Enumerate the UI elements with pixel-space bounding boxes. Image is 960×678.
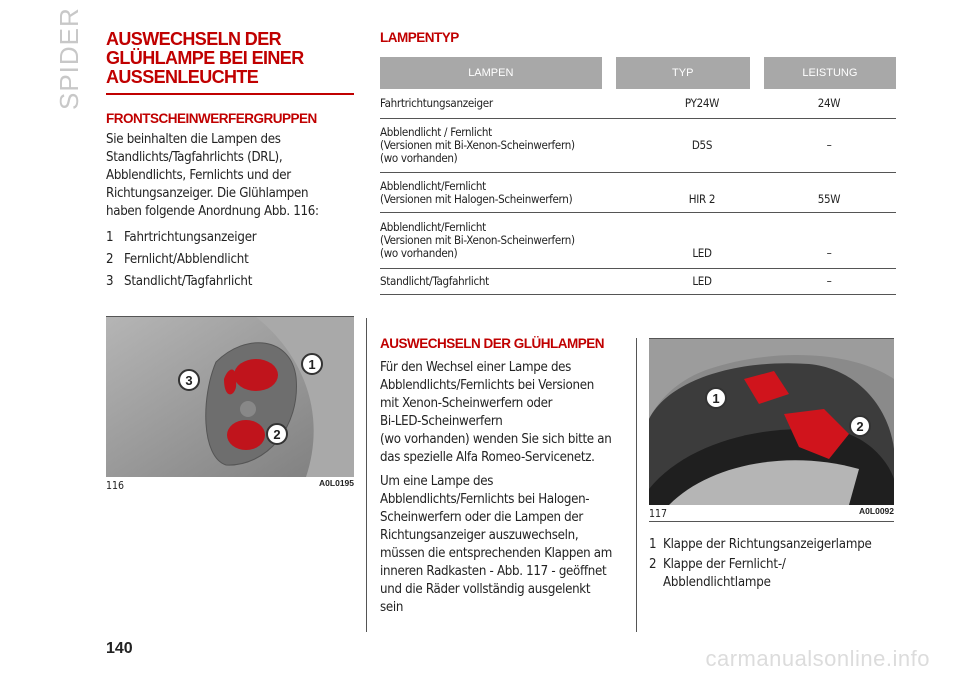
section-title-line: AUSSENLEUCHTE	[106, 67, 259, 87]
housing-detail	[240, 401, 256, 417]
legend-line: Klappe der Fernlicht-/	[663, 557, 786, 572]
type-cell: D5S	[691, 138, 713, 152]
legend-text	[663, 536, 872, 554]
lamp-cell	[380, 126, 642, 165]
callout-2: 2	[266, 423, 288, 445]
header-type: TYP	[616, 57, 750, 89]
type-cell: LED	[692, 274, 712, 288]
list-number: 1	[106, 230, 114, 245]
replace-title: AUSWECHSELN DER GLÜHLAMPEN	[380, 336, 605, 351]
column-divider	[636, 338, 637, 632]
section-title-line: GLÜHLAMPE BEI EINER	[106, 48, 304, 68]
legend-line: Klappe der Richtungsanzeigerlampe	[663, 537, 872, 552]
figure-number: 117	[649, 508, 668, 520]
intro-line: Abblendlichts, Fernlichts und der	[106, 168, 291, 183]
legend-item	[649, 556, 894, 592]
list-text: Fernlicht/Abblendlicht	[124, 252, 249, 267]
figure-117	[649, 338, 894, 522]
lamp-cell	[380, 180, 642, 206]
lamp-line: (wo vorhanden)	[380, 246, 458, 260]
table-row	[380, 269, 896, 295]
wheelarch-photo	[649, 339, 894, 505]
intro-line: Standlichts/Tagfahrlichts (DRL),	[106, 150, 283, 165]
figure-caption	[649, 505, 894, 521]
lamp-table-section	[380, 30, 896, 295]
section-title	[106, 30, 354, 87]
legend-item	[649, 536, 894, 554]
para-line: und die Räder vollständig ausgelenkt	[380, 582, 591, 597]
figure-code: A0L0092	[859, 506, 894, 516]
list-number: 3	[106, 274, 114, 289]
lamp-line: Abblendlicht/Fernlicht	[380, 220, 486, 234]
power-cell: 24W	[817, 96, 841, 110]
legend-number: 1	[649, 537, 657, 552]
type-cell: PY24W	[684, 96, 720, 110]
figure-legend	[649, 536, 894, 594]
side-label-text: SPIDER	[54, 7, 84, 110]
header-power: LEISTUNG	[764, 57, 896, 89]
title-divider	[106, 93, 354, 95]
para-line: Richtungsanzeiger auszuwechseln,	[380, 528, 579, 543]
table-header	[380, 57, 896, 89]
lamp-cell	[380, 275, 642, 288]
table-row	[380, 89, 896, 119]
para-line: Um eine Lampe des	[380, 474, 494, 489]
table-title: LAMPENTYP	[380, 30, 459, 45]
replace-paragraph-2	[380, 473, 620, 617]
watermark: carmanualsonline.info	[705, 646, 930, 671]
para-line: mit Xenon-Scheinwerfern oder	[380, 396, 553, 411]
callout-2: 2	[849, 415, 871, 437]
lamp-cell	[380, 97, 642, 110]
figure-116	[106, 316, 354, 493]
para-line: müssen die entsprechenden Klappen am	[380, 546, 613, 561]
lamp-line: (wo vorhanden)	[380, 151, 458, 165]
para-line: Abblendlichts/Fernlichts bei Halogen-	[380, 492, 590, 507]
lamp-line: Fahrtrichtungsanzeiger	[380, 96, 493, 110]
para-line: Bi-LED-Scheinwerfern	[380, 414, 503, 429]
list-item	[106, 249, 354, 271]
list-text: Standlicht/Tagfahrlicht	[124, 274, 253, 289]
intro-line: Richtungsanzeiger. Die Glühlampen	[106, 186, 309, 201]
para-line: das spezielle Alfa Romeo-Servicenetz.	[380, 450, 595, 465]
type-cell: LED	[692, 246, 712, 260]
para-line: sein	[380, 600, 404, 615]
list-item	[106, 271, 354, 293]
figure-bottom-rule	[649, 521, 894, 522]
section-title-line: AUSWECHSELN DER	[106, 29, 282, 49]
replace-section	[380, 336, 620, 617]
intro-line: Sie beinhalten die Lampen des	[106, 132, 281, 147]
list-item	[106, 227, 354, 249]
intro-line: haben folgende Anordnung Abb. 116:	[106, 204, 319, 219]
section-column	[106, 30, 354, 293]
page-number: 140	[106, 640, 133, 657]
lamp-line: (Versionen mit Halogen-Scheinwerfern)	[380, 191, 573, 206]
figure-code: A0L0195	[319, 478, 354, 488]
type-cell: HIR 2	[688, 191, 716, 206]
list-number: 2	[106, 252, 114, 267]
table-row	[380, 213, 896, 269]
para-line: Scheinwerfern oder die Lampen der	[380, 510, 583, 525]
para-line: (wo vorhanden) wenden Sie sich bitte an	[380, 432, 612, 447]
power-cell: –	[826, 138, 832, 152]
power-cell: –	[826, 246, 832, 260]
lamp-line: (Versionen mit Bi-Xenon-Scheinwerfern)	[380, 233, 575, 247]
table-row	[380, 173, 896, 213]
headlight-photo	[106, 317, 354, 477]
figure-number: 116	[106, 480, 125, 492]
power-cell: 55W	[817, 191, 841, 206]
legend-text	[663, 556, 786, 592]
lamp-line: (Versionen mit Bi-Xenon-Scheinwerfern)	[380, 138, 575, 152]
replace-paragraph-1	[380, 359, 620, 467]
section-subtitle: FRONTSCHEINWERFERGRUPPEN	[106, 111, 317, 126]
headlight-illustration	[106, 317, 354, 477]
callout-1: 1	[301, 353, 323, 375]
lamp-cell	[380, 221, 642, 260]
para-line: Abblendlichts/Fernlichts bei Versionen	[380, 378, 594, 393]
legend-line: Abblendlichtlampe	[663, 575, 771, 590]
lamp-1	[234, 359, 278, 391]
para-line: Für den Wechsel einer Lampe des	[380, 360, 572, 375]
callout-1: 1	[705, 387, 727, 409]
intro-paragraph	[106, 131, 354, 221]
header-lamps: LAMPEN	[380, 57, 602, 89]
list-text: Fahrtrichtungsanzeiger	[124, 230, 257, 245]
lamp-2	[227, 420, 265, 450]
lamp-line: Abblendlicht / Fernlicht	[380, 125, 492, 139]
table-row	[380, 119, 896, 173]
callout-3: 3	[178, 369, 200, 391]
figure-caption	[106, 477, 354, 493]
lamp-list	[106, 227, 354, 293]
power-cell: –	[826, 274, 832, 288]
side-label	[24, 7, 84, 130]
legend-number: 2	[649, 557, 657, 572]
lamp-line: Abblendlicht/Fernlicht	[380, 178, 486, 193]
para-line: inneren Radkasten - Abb. 117 - geöffnet	[380, 564, 607, 579]
lamp-line: Standlicht/Tagfahrlicht	[380, 274, 489, 288]
column-divider	[366, 318, 367, 632]
